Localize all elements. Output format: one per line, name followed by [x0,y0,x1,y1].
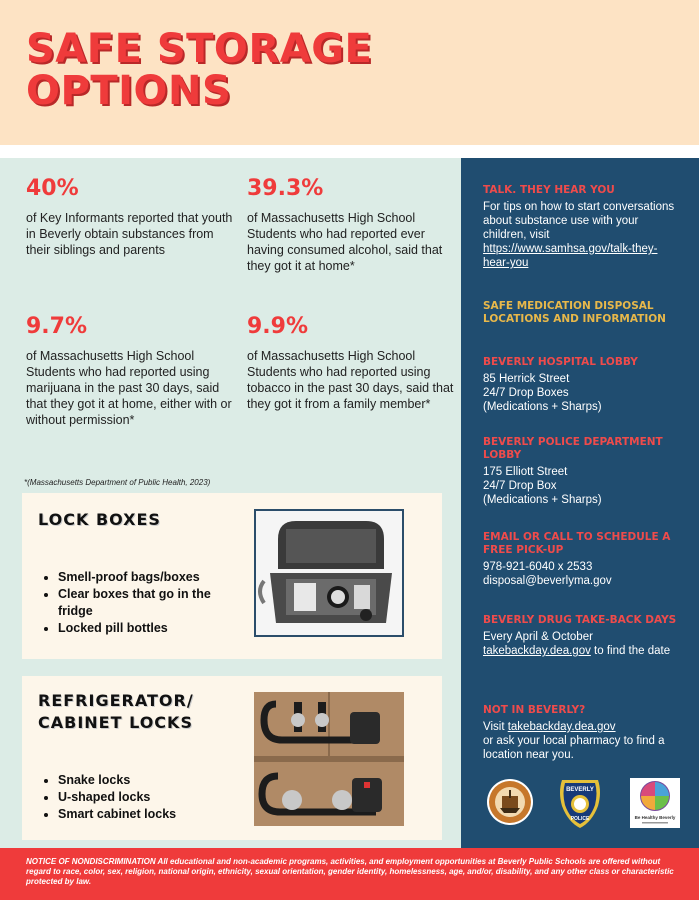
nondiscrimination-notice: NOTICE OF NONDISCRIMINATION All educational and non-academic programs, activities, and employment opportunities at Beverly Public Schools are offered without regard to race, color, sex, religion, national origin, ethnicity, sexual orientation, gender identity, homelessness, age, and/or, disability, and any other class or characteristic protected by law. [26,857,674,886]
stat-block [26,314,241,428]
healthier-beverly-logo-icon [630,778,678,826]
nondiscrimination-footer [0,848,699,900]
hospital-details [483,372,683,414]
not-in-beverly-line [483,720,683,734]
pickup-email[interactable]: disposal@beverlyma.gov [483,575,612,587]
takeback-schedule: Every April & October [483,631,593,643]
stat-value: 40% [26,176,79,201]
police-address: 175 Elliott Street [483,466,568,478]
police-details [483,465,683,507]
city-seal-icon [486,778,534,826]
not-in-beverly-heading: NOT IN BEVERLY? [483,704,586,716]
stat-value: 9.7% [26,314,88,339]
police-accepted: (Medications + Sharps) [483,494,602,506]
hospital-accepted: (Medications + Sharps) [483,401,602,413]
list-item: • Snake locks [58,772,248,789]
police-heading: BEVERLY POLICE DEPARTMENT LOBBY [483,436,663,461]
lock-boxes-title: LOCK BOXES [38,510,161,529]
stat-text: of Key Informants reported that youth in Beverly obtain substances from their siblings and parents [26,211,233,257]
source-citation: *(Massachusetts Department of Public Health, 2023) [24,478,211,487]
badge-bottom-text: POLICE [570,816,590,822]
lock-boxes-card [22,493,442,659]
hospital-address: 85 Herrick Street [483,373,570,385]
cabinet-locks-title-text: REFRIGERATOR/ CABINET LOCKS [38,691,194,732]
stat-value: 39.3% [247,176,324,201]
visit-prefix: Visit [483,721,508,733]
talk-description: For tips on how to start conversations about substance use with your children, visit [483,201,675,241]
stat-text: of Massachusetts High School Students who had reported ever having consumed alcohol, said that they got it at home* [247,211,443,273]
not-in-beverly-details [483,720,683,762]
cabinet-locks-list [58,772,248,823]
list-item: • Smart cabinet locks [58,806,248,823]
badge-top-text: BEVERLY [566,787,594,793]
list-item: • Smell-proof bags/boxes [58,569,248,586]
list-item: • U-shaped locks [58,789,248,806]
cabinet-locks-card [22,676,442,840]
list-item: • Locked pill bottles [58,620,248,637]
cabinet-lock-photo [254,692,404,826]
takeback-heading: BEVERLY DRUG TAKE-BACK DAYS [483,614,677,626]
disposal-heading-section [483,300,683,326]
pickup-section [483,531,683,588]
header-banner [0,0,699,145]
pharmacy-text: or ask your local pharmacy to find a location near you. [483,735,665,761]
disposal-heading: SAFE MEDICATION DISPOSAL LOCATIONS AND INFORMATION [483,300,666,325]
takeback-section [483,614,683,658]
lock-boxes-list [58,569,248,637]
stat-block [247,314,462,412]
police-badge-icon [556,778,604,826]
stat-text: of Massachusetts High School Students who had reported using marijuana in the past 30 days, said that they got it at home, either with or without permission* [26,349,232,427]
not-in-beverly-section [483,704,683,762]
not-in-beverly-link[interactable]: takebackday.dea.gov [507,721,616,733]
pickup-phone[interactable]: 978-921-6040 x 2533 [483,561,593,573]
page-title: SAFE STORAGE OPTIONS [26,26,373,114]
pickup-details [483,560,683,588]
takeback-link[interactable]: takebackday.dea.gov [483,645,591,657]
hospital-section [483,356,683,414]
stat-value: 9.9% [247,314,309,339]
takeback-suffix: to find the date [590,645,671,657]
cabinet-locks-title [38,690,238,734]
samhsa-link[interactable]: https://www.samhsa.gov/talk-they-hear-you [483,243,658,269]
stat-text: of Massachusetts High School Students who had reported using tobacco in the past 30 days, said that they got it from a family member* [247,349,454,411]
lock-box-photo [254,509,404,637]
healthier-name-text: Be Healthy Beverly [634,815,676,820]
hospital-dropbox: 24/7 Drop Boxes [483,387,569,399]
talk-text [483,200,683,270]
hospital-heading: BEVERLY HOSPITAL LOBBY [483,356,638,368]
pickup-heading: EMAIL OR CALL TO SCHEDULE A FREE PICK-UP [483,531,671,556]
police-section [483,436,683,507]
stat-block [247,176,462,274]
list-item: • Clear boxes that go in the fridge [58,586,248,620]
police-dropbox: 24/7 Drop Box [483,480,557,492]
takeback-line [483,644,683,658]
takeback-details [483,630,683,658]
talk-section [483,184,683,270]
talk-heading: TALK. THEY HEAR YOU [483,184,615,196]
stat-block [26,176,241,258]
